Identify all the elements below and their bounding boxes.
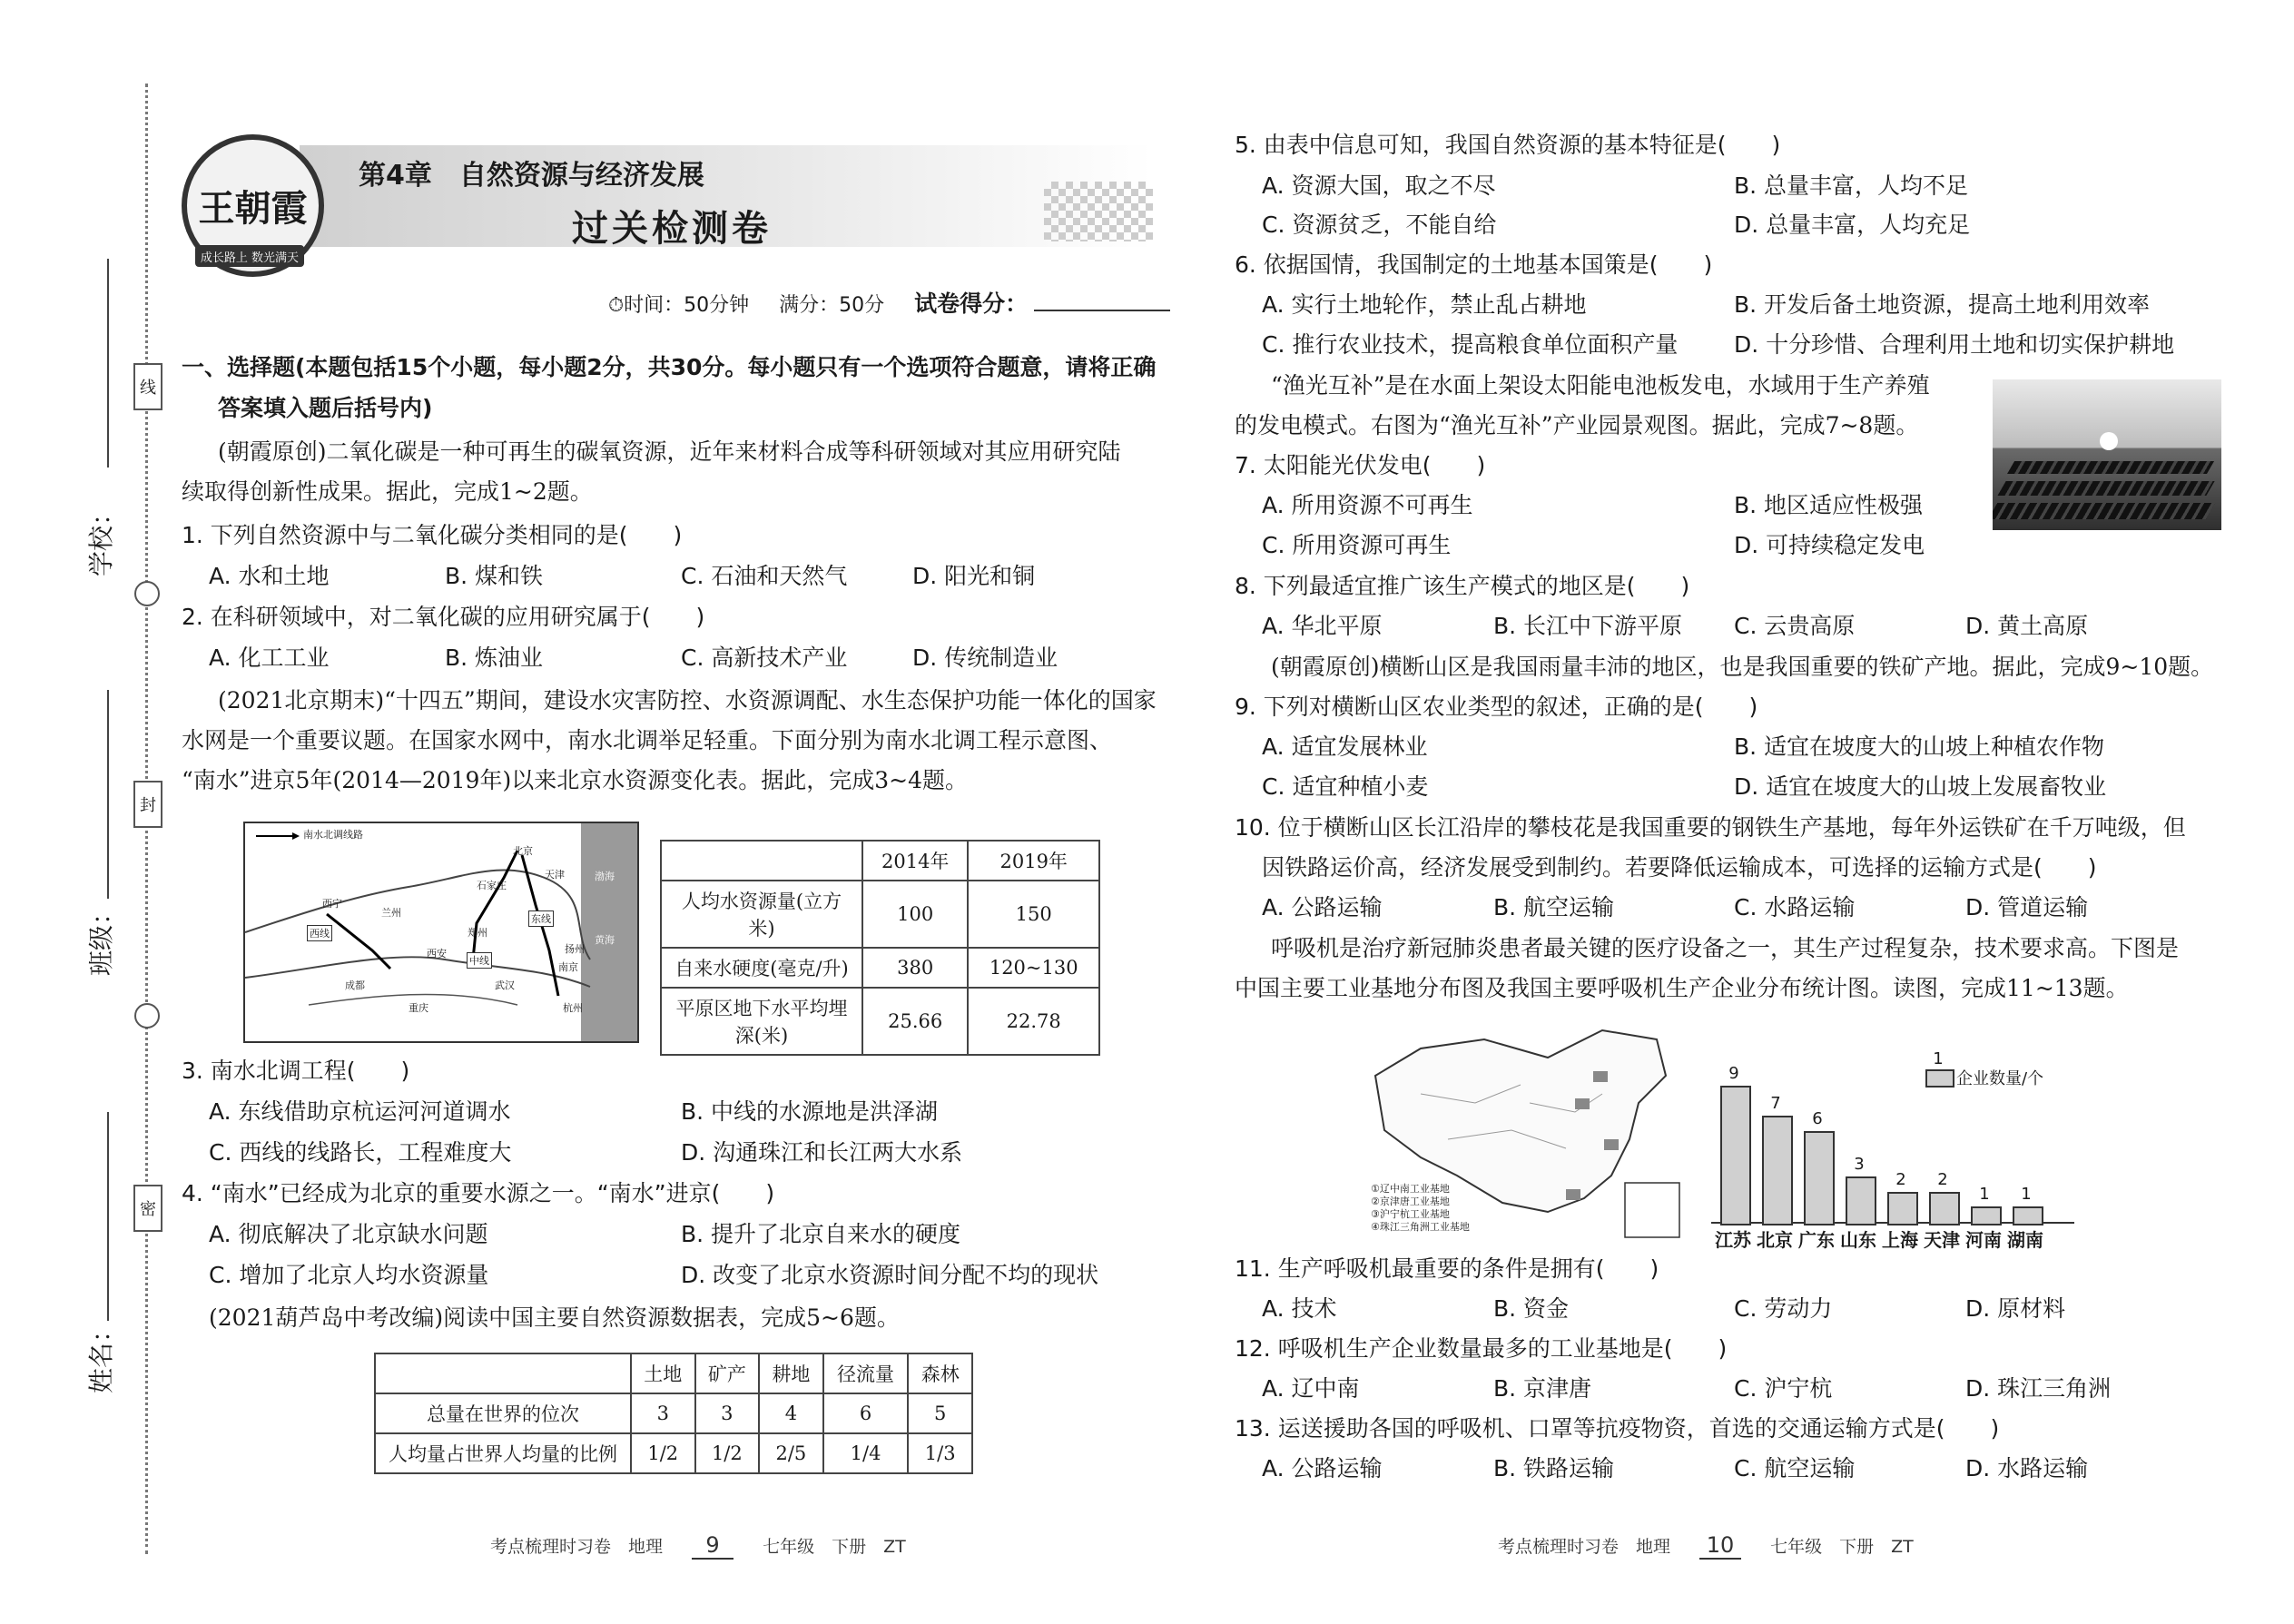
map-label-sea: 渤海	[595, 871, 615, 882]
page-number: 10	[1699, 1532, 1741, 1560]
resource-table	[374, 1353, 973, 1474]
bar-value-label: 3	[1854, 1155, 1865, 1174]
table-row	[661, 988, 1099, 1055]
map-label-sea: 黄海	[595, 934, 615, 946]
q5-option-c[interactable]: C. 资源贫乏，不能自给	[1262, 212, 1497, 238]
map-label-east-route: 东线	[528, 910, 554, 927]
q12-option-d[interactable]: D. 珠江三角洲	[1965, 1375, 2112, 1402]
binding-mark-line: 线	[133, 363, 162, 410]
question-11: 11. 生产呼吸机最重要的条件是拥有( )	[1235, 1255, 1659, 1282]
q8-option-a[interactable]: A. 华北平原	[1262, 613, 1383, 639]
ventilator-bar-chart	[1711, 1049, 2074, 1253]
q3-option-c[interactable]: C. 西线的线路长，工程难度大	[209, 1139, 512, 1166]
q5-option-d[interactable]: D. 总量丰富，人均充足	[1734, 212, 1971, 238]
q9-option-a[interactable]: A. 适宜发展林业	[1262, 733, 1428, 760]
map-legend	[1371, 1183, 1470, 1234]
chart-legend: 企业数量/个	[1956, 1069, 2044, 1088]
table-cell: 380	[862, 948, 968, 988]
table-header: 森林	[908, 1353, 972, 1393]
bar-湖南	[2013, 1206, 2043, 1225]
question-10-cont: 因铁路运价高，经济发展受到制约。若要降低运输成本，可选择的运输方式是( )	[1262, 854, 2097, 881]
table-cell: 6	[823, 1393, 909, 1433]
table-cell: 1/3	[908, 1433, 972, 1473]
q12-option-a[interactable]: A. 辽中南	[1262, 1375, 1360, 1402]
intro-1-2: (朝霞原创)二氧化碳是一种可再生的碳氧资源，近年来材料合成等科研领域对其应用研究陆	[218, 438, 1121, 465]
footer-grade: 七年级 下册 ZT	[1770, 1537, 1914, 1557]
question-4: 4. “南水”已经成为北京的重要水源之一。“南水”进京( )	[182, 1180, 775, 1206]
intro-11-13: 呼吸机是治疗新冠肺炎患者最关键的医疗设备之一，其生产过程复杂，技术要求高。下图是	[1271, 935, 2180, 961]
bar-广东	[1804, 1131, 1835, 1225]
map-label: 武汉	[495, 979, 515, 991]
q2-option-b[interactable]: B. 炼油业	[445, 645, 544, 671]
table-cell: 1/2	[695, 1433, 760, 1473]
q10-option-c[interactable]: C. 水路运输	[1734, 894, 1856, 920]
sun-glow	[2100, 432, 2118, 450]
title-checker-pattern	[1044, 182, 1153, 241]
intro-7-8: “渔光互补”是在水面上架设太阳能电池板发电，水域用于生产养殖	[1271, 372, 1930, 399]
class-blank-line	[107, 690, 109, 899]
category-label: 湖南	[2007, 1229, 2043, 1251]
chapter-title: 第4章 自然资源与经济发展	[359, 160, 704, 192]
table-cell: 4	[759, 1393, 823, 1433]
q3-option-b[interactable]: B. 中线的水源地是洪泽湖	[681, 1098, 939, 1125]
table-cell: 1/2	[631, 1433, 695, 1473]
binding-mark-seal: 封	[133, 781, 162, 828]
category-label: 江苏	[1715, 1229, 1751, 1251]
table-cell: 1/4	[823, 1433, 909, 1473]
table-cell: 5	[908, 1393, 972, 1433]
bar-江苏	[1720, 1086, 1751, 1225]
footer-left	[490, 1532, 906, 1560]
table-cell: 人均量占世界人均量的比例	[375, 1433, 631, 1473]
bar-value-label: 2	[1937, 1169, 1948, 1189]
score-blank[interactable]	[1034, 293, 1170, 311]
q11-option-a[interactable]: A. 技术	[1262, 1295, 1337, 1322]
question-9: 9. 下列对横断山区农业类型的叙述，正确的是( )	[1235, 694, 1758, 720]
category-label: 山东	[1840, 1229, 1876, 1251]
q5-option-b[interactable]: B. 总量丰富，人均不足	[1734, 172, 1969, 199]
bar-value-label: 9	[1728, 1064, 1739, 1083]
table-row	[375, 1433, 972, 1473]
bar-value-label: 7	[1770, 1094, 1781, 1114]
q5-option-a[interactable]: A. 资源大国，取之不尽	[1262, 172, 1496, 199]
exam-meta	[608, 286, 1170, 319]
intro-9-10: (朝霞原创)横断山区是我国雨量丰沛的地区，也是我国重要的铁矿产地。据此，完成9~10题。	[1271, 654, 2214, 680]
q4-option-c[interactable]: C. 增加了北京人均水资源量	[209, 1262, 489, 1288]
bar-value-label: 1	[1979, 1185, 1990, 1205]
footer-grade: 七年级 下册 ZT	[763, 1537, 906, 1557]
name-blank-line	[107, 1112, 109, 1321]
table-cell: 3	[695, 1393, 760, 1433]
map-label: 成都	[345, 979, 365, 991]
map-label: 扬州	[565, 943, 585, 955]
intro-1-2-cont: 续取得创新性成果。据此，完成1~2题。	[182, 478, 593, 505]
school-blank-line	[107, 259, 109, 468]
water-diversion-map	[243, 822, 639, 1043]
section-heading-cont: 答案填入题后括号内)	[218, 395, 433, 421]
water-table	[660, 840, 1100, 1056]
q10-option-d[interactable]: D. 管道运输	[1965, 894, 2089, 920]
table-row	[661, 948, 1099, 988]
school-label: 学校：	[86, 499, 116, 576]
table-header: 径流量	[823, 1353, 909, 1393]
map-label: 西宁	[322, 898, 342, 910]
legend-swatch	[1925, 1069, 1954, 1088]
solar-panel-row	[2007, 461, 2214, 474]
category-label: 河南	[1965, 1229, 2002, 1251]
table-header: 2019年	[968, 841, 1099, 881]
table-row	[661, 881, 1099, 948]
bar-河南	[1971, 1206, 2002, 1225]
class-label: 班级：	[86, 899, 116, 976]
section-heading: 一、选择题(本题包括15个小题，每小题2分，共30分。每小题只有一个选项符合题意，请将正确	[182, 354, 1157, 380]
brand-logo: 王朝霞	[182, 134, 324, 277]
q6-option-c[interactable]: C. 推行农业技术，提高粮食单位面积产量	[1262, 331, 1679, 358]
q6-option-a[interactable]: A. 实行土地轮作，禁止乱占耕地	[1262, 291, 1587, 318]
intro-7-8-cont: 的发电模式。右图为“渔光互补”产业园景观图。据此，完成7~8题。	[1235, 412, 1919, 438]
legend-value: 1	[1933, 1049, 1944, 1068]
question-7: 7. 太阳能光伏发电( )	[1235, 452, 1486, 478]
q4-option-d[interactable]: D. 改变了北京水资源时间分配不均的现状	[681, 1262, 1099, 1288]
q1-option-a[interactable]: A. 水和土地	[209, 563, 330, 589]
question-8: 8. 下列最适宜推广该生产模式的地区是( )	[1235, 573, 1690, 599]
binding-mark-close: 密	[133, 1185, 162, 1232]
q8-option-d[interactable]: D. 黄土高原	[1965, 613, 2089, 639]
category-label: 广东	[1798, 1229, 1835, 1251]
intro-3-4: (2021北京期末)“十四五”期间，建设水灾害防控、水资源调配、水生态保护功能一体化的国家	[218, 687, 1157, 714]
q4-option-b[interactable]: B. 提升了北京自来水的硬度	[681, 1221, 961, 1247]
q1-option-b[interactable]: B. 煤和铁	[445, 563, 544, 589]
q10-option-a[interactable]: A. 公路运输	[1262, 894, 1383, 920]
table-row	[375, 1353, 972, 1393]
intro-3-4-cont2: “南水”进京5年(2014—2019年)以来北京水资源变化表。据此，完成3~4题。	[182, 767, 968, 793]
q11-option-c[interactable]: C. 劳动力	[1734, 1295, 1833, 1322]
map-label: 西安	[427, 948, 447, 960]
intro-5-6: (2021葫芦岛中考改编)阅读中国主要自然资源数据表，完成5~6题。	[209, 1304, 900, 1331]
q13-option-c[interactable]: C. 航空运输	[1734, 1455, 1856, 1481]
category-label: 上海	[1882, 1229, 1918, 1251]
solar-panel-row	[1993, 503, 2215, 519]
table-header	[661, 841, 862, 881]
table-header	[375, 1353, 631, 1393]
map-legend-item: ③沪宁杭工业基地	[1371, 1208, 1450, 1220]
table-header: 矿产	[695, 1353, 760, 1393]
q1-option-c[interactable]: C. 石油和天然气	[681, 563, 848, 589]
name-label: 姓名：	[86, 1316, 116, 1393]
q9-option-c[interactable]: C. 适宜种植小麦	[1262, 773, 1429, 800]
bar-value-label: 6	[1812, 1109, 1823, 1128]
score-label: 试卷得分：	[914, 290, 1029, 317]
question-13: 13. 运送援助各国的呼吸机、口罩等抗疫物资，首选的交通运输方式是( )	[1235, 1415, 2000, 1442]
map-label-middle-route: 中线	[467, 952, 492, 969]
category-label: 北京	[1757, 1229, 1793, 1251]
bar-上海	[1887, 1192, 1918, 1225]
table-cell: 总量在世界的位次	[375, 1393, 631, 1433]
map-label: 杭州	[563, 1002, 583, 1014]
table-cell: 2/5	[759, 1433, 823, 1473]
question-5: 5. 由表中信息可知，我国自然资源的基本特征是( )	[1235, 132, 1781, 158]
q13-option-a[interactable]: A. 公路运输	[1262, 1455, 1383, 1481]
bar-value-label: 2	[1895, 1169, 1906, 1189]
q2-option-d[interactable]: D. 传统制造业	[912, 645, 1058, 671]
solar-panel-row	[1997, 481, 2214, 496]
map-label: 天津	[545, 869, 565, 881]
table-row	[375, 1393, 972, 1433]
map-label: 北京	[513, 845, 533, 857]
bar-山东	[1846, 1176, 1876, 1225]
table-cell: 自来水硬度(毫克/升)	[661, 948, 862, 988]
map-label: 郑州	[468, 927, 487, 939]
industrial-base-map	[1366, 1021, 1702, 1239]
q3-option-d[interactable]: D. 沟通珠江和长江两大水系	[681, 1139, 963, 1166]
map-legend-item: ①辽中南工业基地	[1371, 1183, 1450, 1195]
q8-option-b[interactable]: B. 长江中下游平原	[1493, 613, 1683, 639]
table-cell: 120~130	[968, 948, 1099, 988]
q10-option-b[interactable]: B. 航空运输	[1493, 894, 1615, 920]
map-label: 石家庄	[477, 880, 507, 891]
intro-11-13-cont: 中国主要工业基地分布图及我国主要呼吸机生产企业分布统计图。读图，完成11~13题。	[1235, 975, 2129, 1001]
map-label: 南京	[558, 961, 578, 973]
map-label: 重庆	[409, 1002, 428, 1014]
q2-option-c[interactable]: C. 高新技术产业	[681, 645, 848, 671]
q8-option-c[interactable]: C. 云贵高原	[1734, 613, 1856, 639]
question-12: 12. 呼吸机生产企业数量最多的工业基地是( )	[1235, 1335, 1728, 1362]
map-legend-item: ②京津唐工业基地	[1371, 1196, 1450, 1207]
intro-3-4-cont: 水网是一个重要议题。在国家水网中，南水北调举足轻重。下面分别为南水北调工程示意图、	[182, 727, 1113, 753]
exam-full-score: 满分：50分	[779, 294, 885, 317]
table-header: 耕地	[759, 1353, 823, 1393]
q6-option-d[interactable]: D. 十分珍惜、合理利用土地和切实保护耕地	[1734, 331, 2175, 358]
q13-option-b[interactable]: B. 铁路运输	[1493, 1455, 1615, 1481]
question-1: 1. 下列自然资源中与二氧化碳分类相同的是( )	[182, 522, 683, 548]
q1-option-d[interactable]: D. 阳光和铜	[912, 563, 1036, 589]
map-legend: 南水北调线路	[303, 829, 363, 841]
bar-北京	[1762, 1116, 1793, 1225]
q7-option-d[interactable]: D. 可持续稳定发电	[1734, 532, 1925, 558]
q4-option-a[interactable]: A. 彻底解决了北京缺水问题	[209, 1221, 488, 1247]
table-cell: 25.66	[862, 988, 968, 1055]
fishery-solar-photo	[1993, 379, 2221, 530]
q11-option-b[interactable]: B. 资金	[1493, 1295, 1570, 1322]
bar-value-label: 1	[2021, 1185, 2032, 1205]
table-cell: 平原区地下水平均埋深(米)	[661, 988, 862, 1055]
footer-book: 考点梳理时习卷 地理	[490, 1537, 664, 1557]
q9-option-d[interactable]: D. 适宜在坡度大的山坡上发展畜牧业	[1734, 773, 2107, 800]
q6-option-b[interactable]: B. 开发后备土地资源，提高土地利用效率	[1734, 291, 2151, 318]
question-10: 10. 位于横断山区长江沿岸的攀枝花是我国重要的钢铁生产基地，每年外运铁矿在千万吨级，但	[1235, 814, 2186, 841]
footer-book: 考点梳理时习卷 地理	[1498, 1537, 1671, 1557]
map-legend-item: ④珠江三角洲工业基地	[1371, 1221, 1470, 1233]
q7-option-b[interactable]: B. 地区适应性极强	[1734, 492, 1924, 518]
map-label: 兰州	[381, 907, 401, 919]
table-cell: 人均水资源量(立方米)	[661, 881, 862, 948]
q7-option-c[interactable]: C. 所用资源可再生	[1262, 532, 1452, 558]
q3-option-a[interactable]: A. 东线借助京杭运河河道调水	[209, 1098, 511, 1125]
footer-right	[1498, 1532, 1914, 1560]
table-header: 2014年	[862, 841, 968, 881]
exam-title: 过关检测卷	[572, 208, 772, 250]
bar-天津	[1929, 1192, 1960, 1225]
binding-hole	[134, 581, 160, 606]
table-row	[661, 841, 1099, 881]
q2-option-a[interactable]: A. 化工工业	[209, 645, 330, 671]
map-label-west-route: 西线	[307, 925, 332, 941]
table-cell: 22.78	[968, 988, 1099, 1055]
question-2: 2. 在科研领域中，对二氧化碳的应用研究属于( )	[182, 604, 705, 630]
q7-option-a[interactable]: A. 所用资源不可再生	[1262, 492, 1473, 518]
q11-option-d[interactable]: D. 原材料	[1965, 1295, 2066, 1322]
chart-category-axis	[1711, 1225, 2074, 1249]
q9-option-b[interactable]: B. 适宜在坡度大的山坡上种植农作物	[1734, 733, 2105, 760]
table-header: 土地	[631, 1353, 695, 1393]
table-cell: 100	[862, 881, 968, 948]
question-3: 3. 南水北调工程( )	[182, 1058, 410, 1084]
binding-hole	[134, 1003, 160, 1029]
table-cell: 3	[631, 1393, 695, 1433]
category-label: 天津	[1924, 1229, 1960, 1251]
question-6: 6. 依据国情，我国制定的土地基本国策是( )	[1235, 251, 1713, 278]
exam-time: ⏱时间：50分钟	[608, 294, 750, 317]
page-number: 9	[692, 1532, 733, 1560]
q13-option-d[interactable]: D. 水路运输	[1965, 1455, 2089, 1481]
table-cell: 150	[968, 881, 1099, 948]
brand-ribbon: 成长路上 数光满天	[195, 245, 304, 267]
q12-option-c[interactable]: C. 沪宁杭	[1734, 1375, 1833, 1402]
q12-option-b[interactable]: B. 京津唐	[1493, 1375, 1592, 1402]
